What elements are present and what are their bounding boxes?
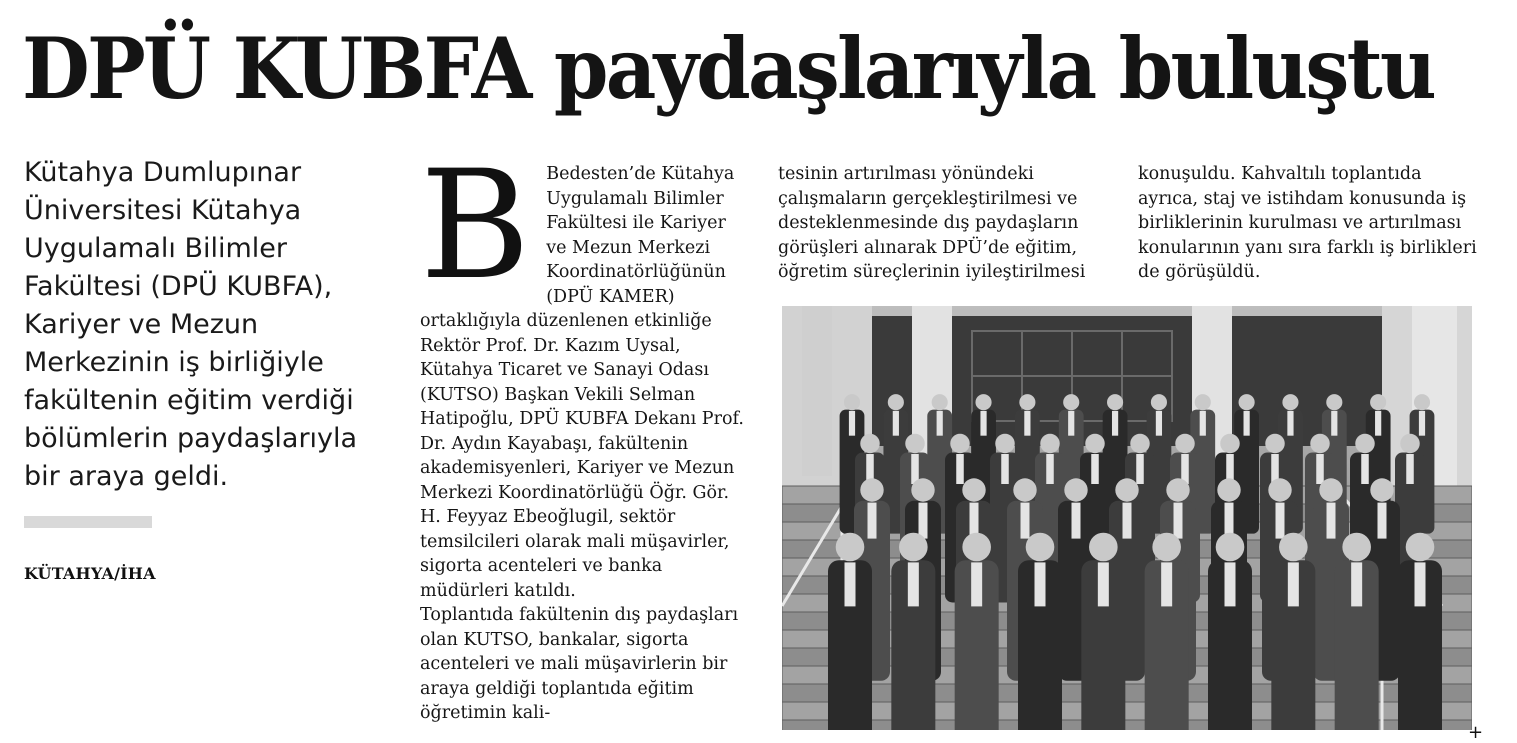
photo-person [1145, 533, 1189, 730]
body-column-2 [778, 162, 1118, 285]
group-photo-image [782, 306, 1472, 730]
registration-mark: + [1468, 722, 1484, 743]
photo-person [1398, 533, 1442, 730]
drop-cap: B [420, 139, 531, 313]
body-paragraph-4: konuşuldu. Kahvaltılı toplantıda ayrıca, staj ve istihdam konusunda iş birliklerinin kurulması ve artırılması konularının yanı sıra farklı iş birlikleri de görüşüldü. [1138, 164, 1477, 282]
body-column-3 [1138, 162, 1478, 285]
photo-person [891, 533, 935, 730]
photo-person [955, 533, 999, 730]
group-photo [782, 306, 1472, 730]
byline: KÜTAHYA/İHA [24, 564, 156, 583]
photo-person [1335, 533, 1379, 730]
body-column-1 [420, 139, 750, 726]
lead-paragraph: Kütahya Dumlupınar Üniversitesi Kütahya Uygulamalı Bilimler Fakültesi (DPÜ KUBFA), Kariyer ve Mezun Merkezinin iş birliğiyle fakültenin eğitim verdiği bölümlerin paydaşlarıyla bir araya geldi. [24, 157, 358, 492]
photo-person [828, 533, 872, 730]
body-paragraph-1: Bedesten’de Kütahya Uygulamalı Bilimler Fakültesi ile Kariyer ve Mezun Merkezi Koordinatörlüğünün (DPÜ KAMER) ortaklığıyla düzenlenen etkinliğe Rektör Prof. Dr. Kazım Uysal, Kütahya Ticaret ve Sanayi Odası (KUTSO) Başkan Vekili Selman Hatipoğlu, DPÜ KUBFA Dekanı Prof. Dr. Aydın Kayabaşı, fakültenin akademisyenleri, Kariyer ve Mezun Merkezi Koordinatörlüğü Öğr. Gör. H. Feyyaz Ebeoğlugil, sektör temsilcileri olarak mali müşavirler, sigorta acenteleri ve banka müdürleri katıldı. [420, 164, 744, 601]
lead-divider [24, 516, 152, 528]
photo-person [1208, 533, 1252, 730]
photo-person [1081, 533, 1125, 730]
photo-person [1018, 533, 1062, 730]
headline: DPÜ KUBFA paydaşlarıyla buluştu [22, 19, 1434, 118]
body-paragraph-3: tesinin artırılması yönündeki çalışmaların gerçekleştirilmesi ve desteklenmesinde dış paydaşların görüşleri alınarak DPÜ’de eğitim, öğretim süreçlerinin iyileştirilmesi [778, 164, 1086, 282]
photo-person [1271, 533, 1315, 730]
body-paragraph-2: Toplantıda fakültenin dış paydaşları olan KUTSO, bankalar, sigorta acenteleri ve mali müşavirlerin bir araya geldiği toplantıda eğitim öğretimin kali- [420, 605, 739, 723]
